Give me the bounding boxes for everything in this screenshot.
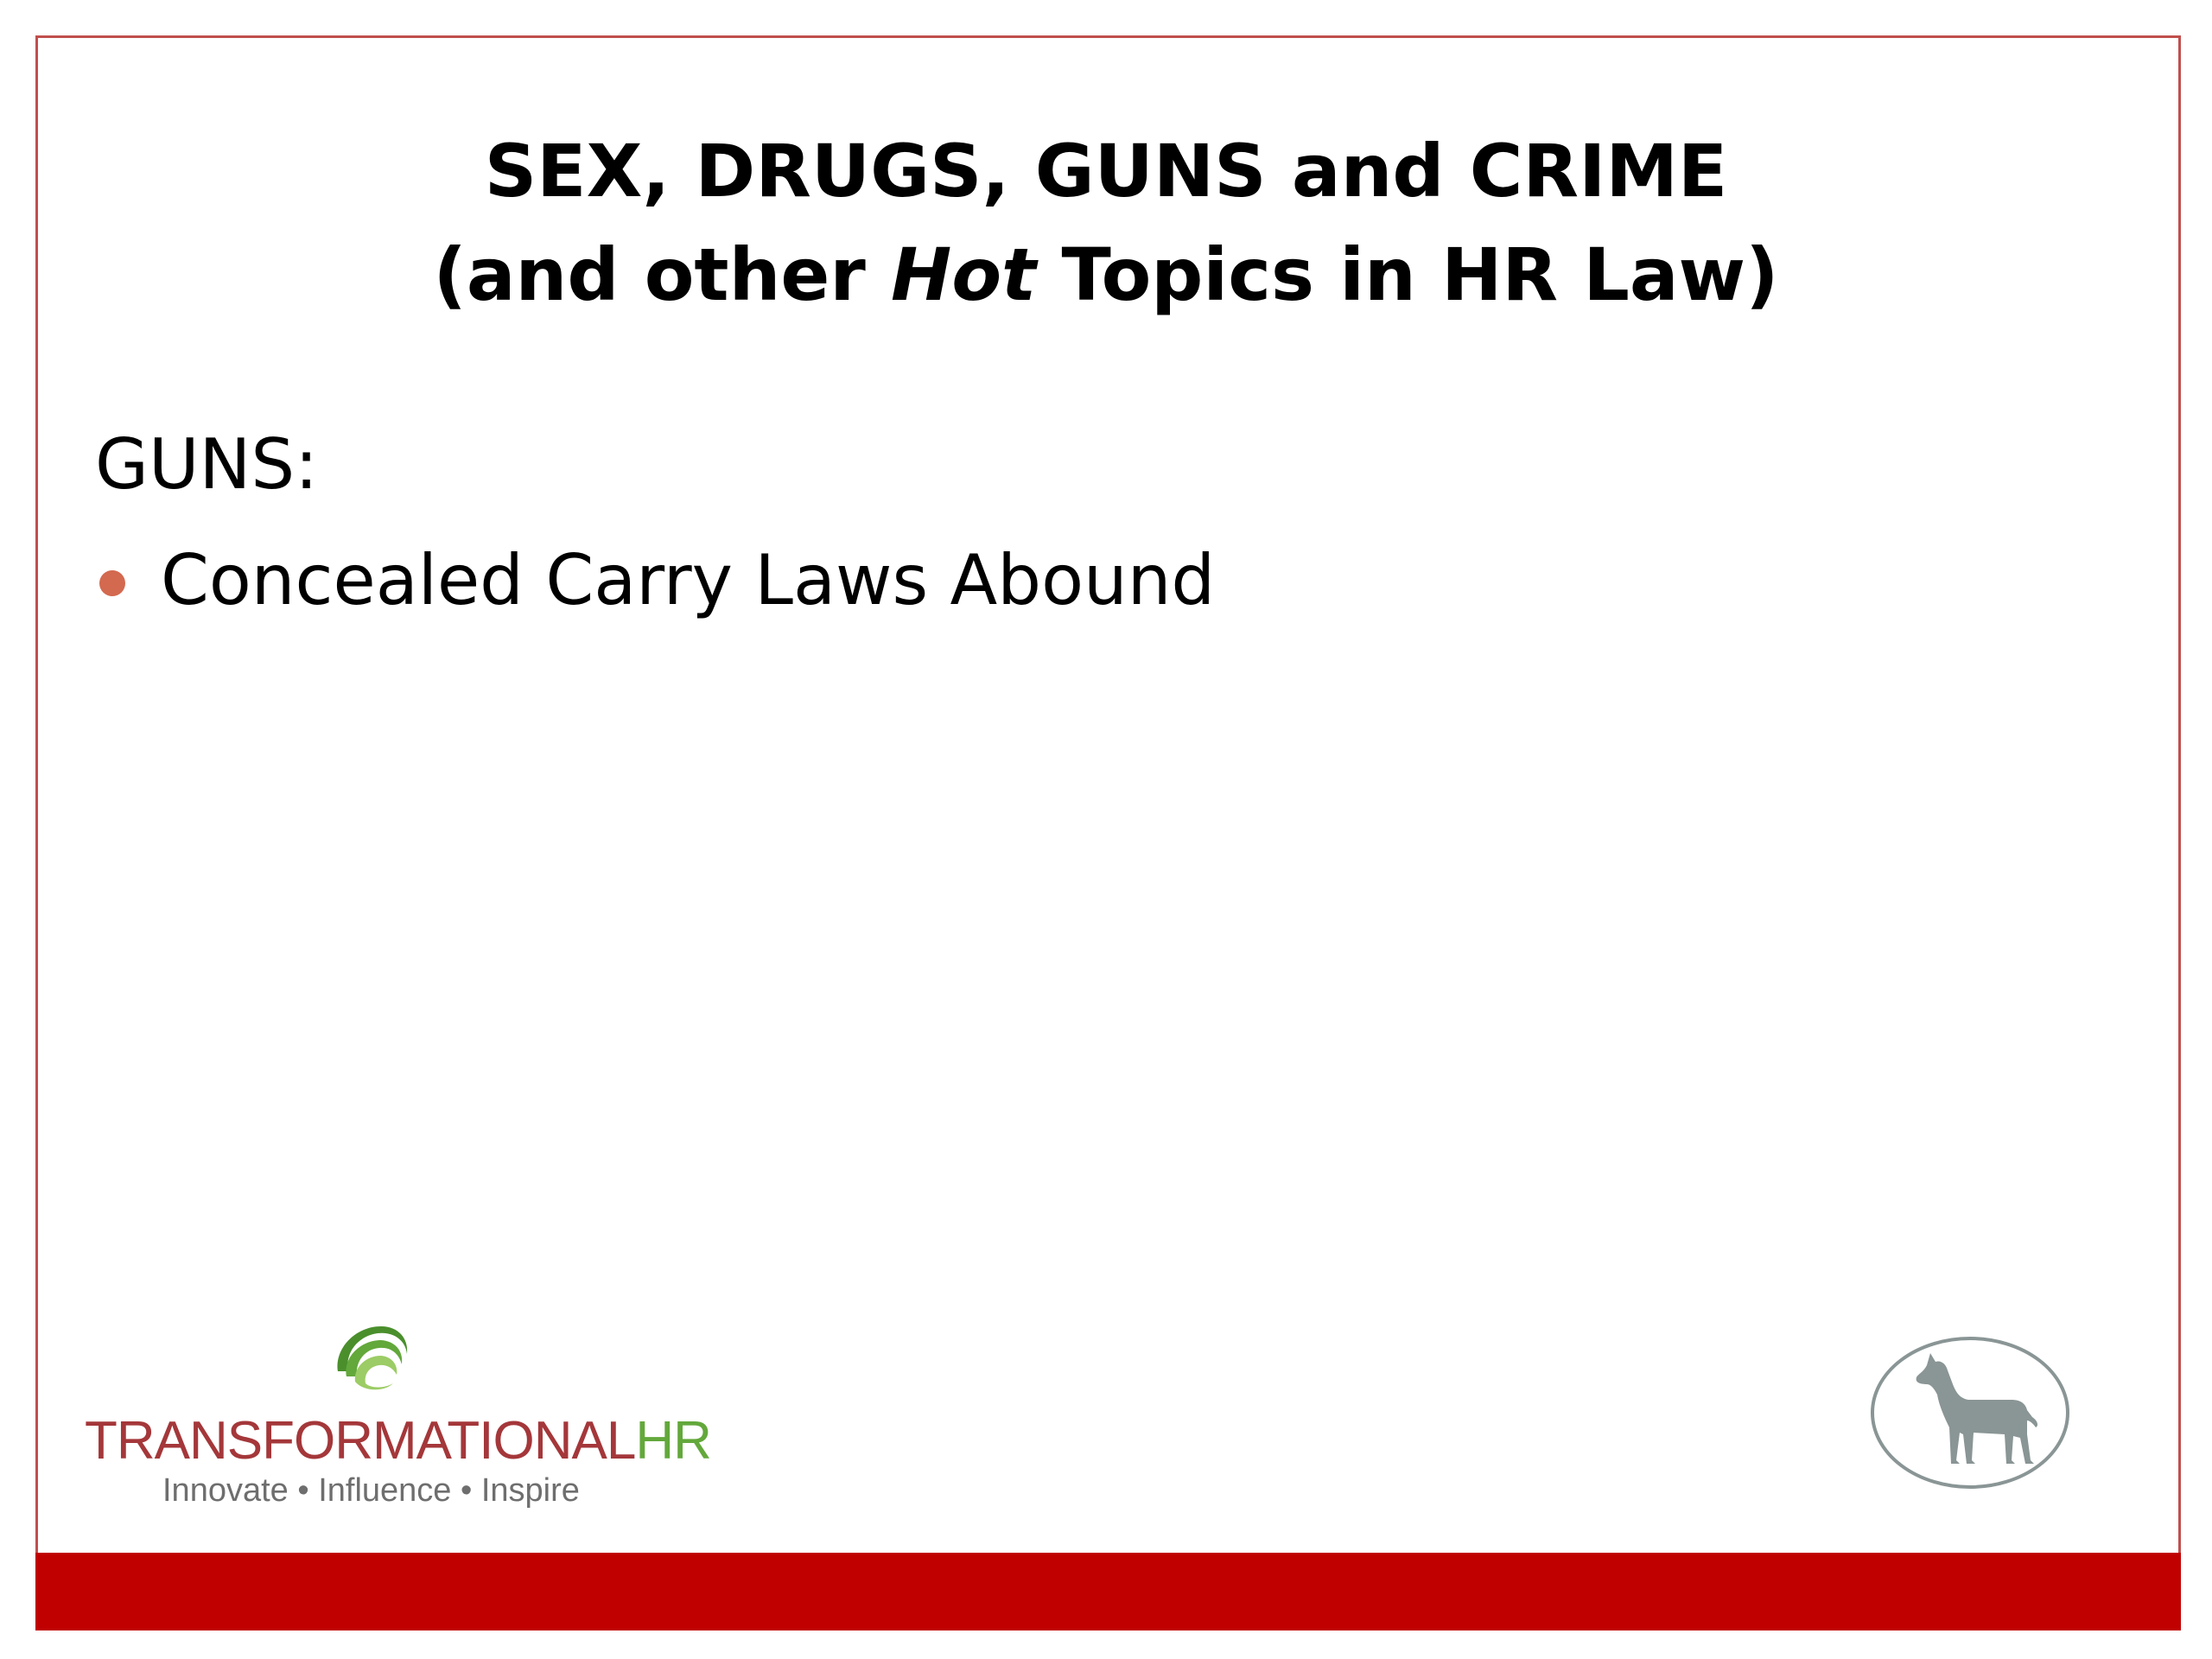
logo-wordmark-main: TRANSFORMATIONAL <box>85 1411 636 1471</box>
bullet-text: Concealed Carry Laws Abound <box>161 540 1216 620</box>
title-line-2-italic: Hot <box>891 232 1037 317</box>
title-line-1: SEX, DRUGS, GUNS and CRIME <box>484 129 1728 213</box>
title-line-2-end: Topics in HR Law) <box>1036 232 1779 317</box>
bullet-list <box>95 537 1215 624</box>
title-line-2-start: (and other <box>433 232 892 317</box>
logo-wordmark-hr: HR <box>635 1411 711 1471</box>
bullet-dot-icon <box>99 570 125 596</box>
bullet-item <box>95 537 1215 624</box>
transformational-hr-logo <box>85 1318 711 1516</box>
great-dane-dog-icon <box>1866 1331 2074 1495</box>
title-line-2 <box>0 223 2212 327</box>
footer-bar <box>35 1553 2181 1630</box>
green-swirl-icon <box>329 1318 411 1391</box>
slide-title <box>0 119 2212 327</box>
logo-wordmark <box>85 1411 711 1471</box>
section-heading: GUNS: <box>95 424 319 505</box>
logo-tagline: Innovate • Influence • Inspire <box>162 1472 580 1509</box>
